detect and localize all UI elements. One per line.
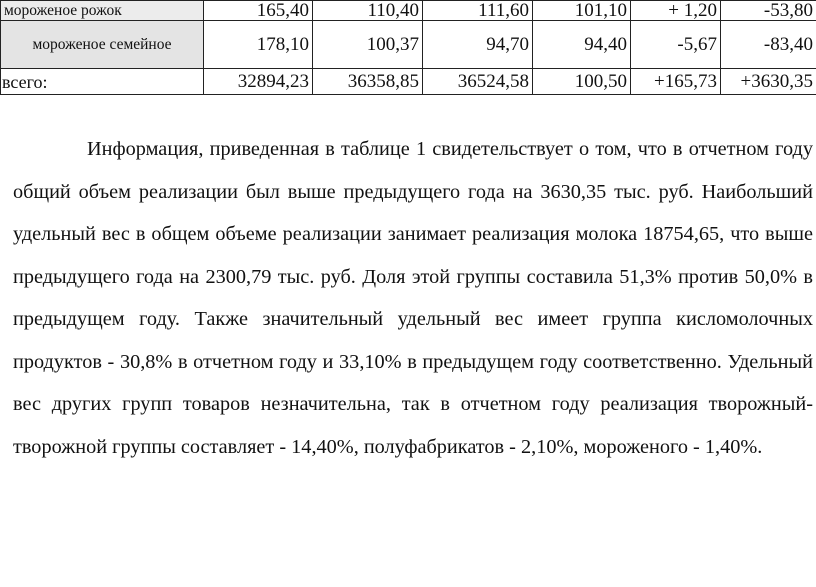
table-cell: 178,10 — [204, 21, 313, 69]
table-cell: 36358,85 — [313, 69, 423, 95]
table-row — [1, 1, 816, 21]
table-cell: 165,40 — [204, 1, 313, 21]
table-cell: +3630,35 — [721, 69, 816, 95]
row-label: мороженое рожок — [1, 1, 204, 21]
row-label: мороженое семейное — [1, 21, 204, 69]
table-cell: +165,73 — [631, 69, 721, 95]
table-cell: + 1,20 — [631, 1, 721, 21]
body-paragraph — [13, 128, 813, 468]
table-cell: 101,10 — [533, 1, 631, 21]
table-cell: 100,37 — [313, 21, 423, 69]
table-row-total — [1, 69, 816, 95]
table-cell: 36524,58 — [423, 69, 533, 95]
row-label: всего: — [1, 69, 204, 95]
table-cell: 110,40 — [313, 1, 423, 21]
table-cell: 32894,23 — [204, 69, 313, 95]
table-cell: -83,40 — [721, 21, 816, 69]
table-cell: 111,60 — [423, 1, 533, 21]
sales-table — [0, 0, 816, 95]
table-cell: -5,67 — [631, 21, 721, 69]
table-row — [1, 21, 816, 69]
table-cell: 94,40 — [533, 21, 631, 69]
table-cell: 94,70 — [423, 21, 533, 69]
paragraph-text: Информация, приведенная в таблице 1 свидетельствует о том, что в отчетном году общий объем реализации был выше предыдущего года на 3630,35 тыс. руб. Наибольший удельный вес в общем объеме реализации занимает реализация молока 18754,65, что выше предыдущего года на 2300,79 тыс. руб. Доля этой группы составила 51,3% против 50,0% в предыдущем году. Также значительный удельный вес имеет группа кисломолочных продуктов - 30,8% в отчетном году и 33,10% в предыдущем году соответственно. Удельный вес других групп товаров незначительна, так в отчетном году реализация творожный-творожной группы составляет - 14,40%, полуфабрикатов - 2,10%, мороженого - 1,40%. — [13, 138, 813, 458]
table-cell: 100,50 — [533, 69, 631, 95]
table-cell: -53,80 — [721, 1, 816, 21]
